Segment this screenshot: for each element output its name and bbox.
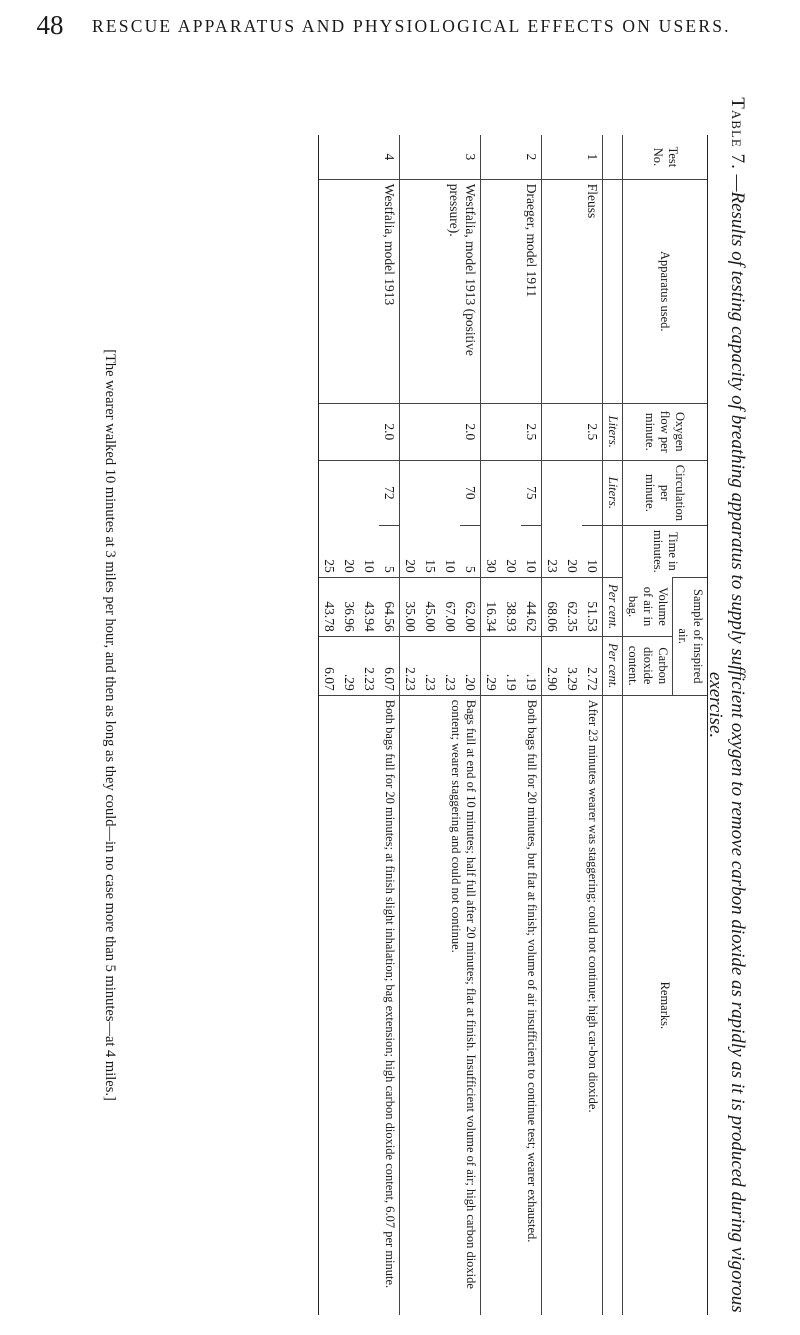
oxygen-flow-cell: 2.5 bbox=[542, 403, 603, 460]
time-cell: 30 bbox=[484, 559, 499, 573]
col-test-no: Test No. bbox=[623, 135, 708, 179]
co2-cell: .29 bbox=[481, 636, 502, 695]
co2-cell: .29 bbox=[339, 636, 359, 695]
table-row bbox=[460, 135, 481, 1315]
results-table bbox=[318, 135, 708, 1315]
units-blank-3 bbox=[603, 526, 623, 578]
time-cell: 10 bbox=[362, 559, 377, 573]
time-cell: 23 bbox=[545, 559, 560, 573]
table-caption bbox=[704, 75, 748, 1335]
unit-oxygen: Liters. bbox=[603, 403, 623, 460]
volume-cell: 35.00 bbox=[400, 577, 421, 636]
volume-cell: 62.00 bbox=[460, 577, 481, 636]
test-number-cell: 4 bbox=[319, 135, 400, 179]
time-cell: 20 bbox=[342, 559, 357, 573]
col-time: Time in minutes. bbox=[623, 526, 708, 578]
time-cell: 5 bbox=[379, 526, 400, 578]
volume-cell: 38.93 bbox=[501, 577, 521, 636]
volume-cell: 64.56 bbox=[379, 577, 400, 636]
oxygen-flow-cell: 2.5 bbox=[481, 403, 542, 460]
co2-cell: .23 bbox=[440, 636, 460, 695]
time-cell: 15 bbox=[423, 559, 438, 573]
co2-cell: 2.23 bbox=[400, 636, 421, 695]
test-number-cell: 2 bbox=[481, 135, 542, 179]
co2-cell: 2.72 bbox=[582, 636, 603, 695]
volume-cell: 43.94 bbox=[359, 577, 379, 636]
remarks-cell: Bags full at end of 10 minutes; half full after 20 minutes; flat at finish. Insufficient volume of air; high carbon dioxide content; wearer staggering and could not continue. bbox=[400, 695, 481, 1315]
col-sample: Sample of inspired air. bbox=[673, 577, 708, 695]
co2-cell: .19 bbox=[521, 636, 542, 695]
col-oxygen: Oxygen flow per minute. bbox=[623, 403, 708, 460]
volume-cell: 62.35 bbox=[562, 577, 582, 636]
table-row bbox=[582, 135, 603, 1315]
circulation-cell: 75 bbox=[481, 460, 542, 525]
table-caption-text: —Results of testing capacity of breathing apparatus to supply sufficient oxygen to remove carbon dioxide as rapidly as it is produced during vigorous exercise. bbox=[705, 174, 748, 1313]
units-blank-1 bbox=[603, 135, 623, 179]
co2-cell: .23 bbox=[420, 636, 440, 695]
remarks-cell: Both bags full for 20 minutes; at finish slight inhalation; bag extension; high carbon dioxide content, 6.07 per minute. bbox=[319, 695, 400, 1315]
table-row bbox=[379, 135, 400, 1315]
circulation-cell: 70 bbox=[400, 460, 481, 525]
volume-cell: 36.96 bbox=[339, 577, 359, 636]
volume-cell: 51.53 bbox=[582, 577, 603, 636]
test-number-cell: 1 bbox=[542, 135, 603, 179]
co2-cell: 6.07 bbox=[319, 636, 339, 695]
table-body bbox=[319, 135, 603, 1315]
remarks-cell: Both bags full for 20 minutes, but flat at finish; volume of air insufficient to continue test; wearer exhausted. bbox=[481, 695, 542, 1315]
co2-cell: 2.23 bbox=[359, 636, 379, 695]
col-co2: Carbon dioxide content. bbox=[623, 636, 673, 695]
apparatus-cell: Draeger, model 1911 bbox=[481, 179, 542, 403]
apparatus-cell: Westfalia, model 1913 bbox=[319, 179, 400, 403]
circulation-cell bbox=[542, 460, 603, 525]
table-caption-label: Table 7. bbox=[727, 97, 748, 170]
time-cell: 10 bbox=[582, 526, 603, 578]
co2-cell: 6.07 bbox=[379, 636, 400, 695]
time-cell: 10 bbox=[443, 559, 458, 573]
volume-cell: 43.78 bbox=[319, 577, 339, 636]
rotated-table-region bbox=[58, 75, 758, 1335]
col-apparatus: Apparatus used. bbox=[623, 179, 708, 403]
volume-cell: 68.06 bbox=[542, 577, 563, 636]
col-remarks: Remarks. bbox=[623, 695, 708, 1315]
col-volume: Volume of air in bag. bbox=[623, 577, 673, 636]
test-number-cell: 3 bbox=[400, 135, 481, 179]
oxygen-flow-cell: 2.0 bbox=[319, 403, 400, 460]
units-blank-4 bbox=[603, 695, 623, 1315]
apparatus-cell: Fleuss bbox=[542, 179, 603, 403]
apparatus-cell: Westfalia, model 1913 (positive pressure). bbox=[400, 179, 481, 403]
co2-cell: .19 bbox=[501, 636, 521, 695]
time-cell: 25 bbox=[322, 559, 337, 573]
remarks-cell: After 23 minutes wearer was staggering; could not continue; high car-bon dioxide. bbox=[542, 695, 603, 1315]
table-note: [The wearer walked 10 minutes at 3 miles per hour, and then as long as they could—in no case more than 5 minutes—at 4 miles.] bbox=[102, 349, 118, 1101]
units-blank-2 bbox=[603, 179, 623, 403]
volume-cell: 45.00 bbox=[420, 577, 440, 636]
unit-circulation: Liters. bbox=[603, 460, 623, 525]
co2-cell: 2.90 bbox=[542, 636, 563, 695]
unit-volume: Per cent. bbox=[603, 577, 623, 636]
circulation-cell: 72 bbox=[319, 460, 400, 525]
time-cell: 10 bbox=[521, 526, 542, 578]
time-cell: 20 bbox=[504, 559, 519, 573]
volume-cell: 16.34 bbox=[481, 577, 502, 636]
time-cell: 20 bbox=[565, 559, 580, 573]
volume-cell: 44.62 bbox=[521, 577, 542, 636]
co2-cell: 3.29 bbox=[562, 636, 582, 695]
page-number: 48 bbox=[36, 10, 64, 40]
co2-cell: .20 bbox=[460, 636, 481, 695]
table-row bbox=[521, 135, 542, 1315]
oxygen-flow-cell: 2.0 bbox=[400, 403, 481, 460]
running-title: RESCUE APPARATUS AND PHYSIOLOGICAL EFFECTS ON USERS. bbox=[92, 16, 731, 36]
time-cell: 5 bbox=[460, 526, 481, 578]
col-circulation: Circulation per minute. bbox=[623, 460, 708, 525]
unit-co2: Per cent. bbox=[603, 636, 623, 695]
volume-cell: 67.00 bbox=[440, 577, 460, 636]
time-cell: 20 bbox=[403, 559, 418, 573]
